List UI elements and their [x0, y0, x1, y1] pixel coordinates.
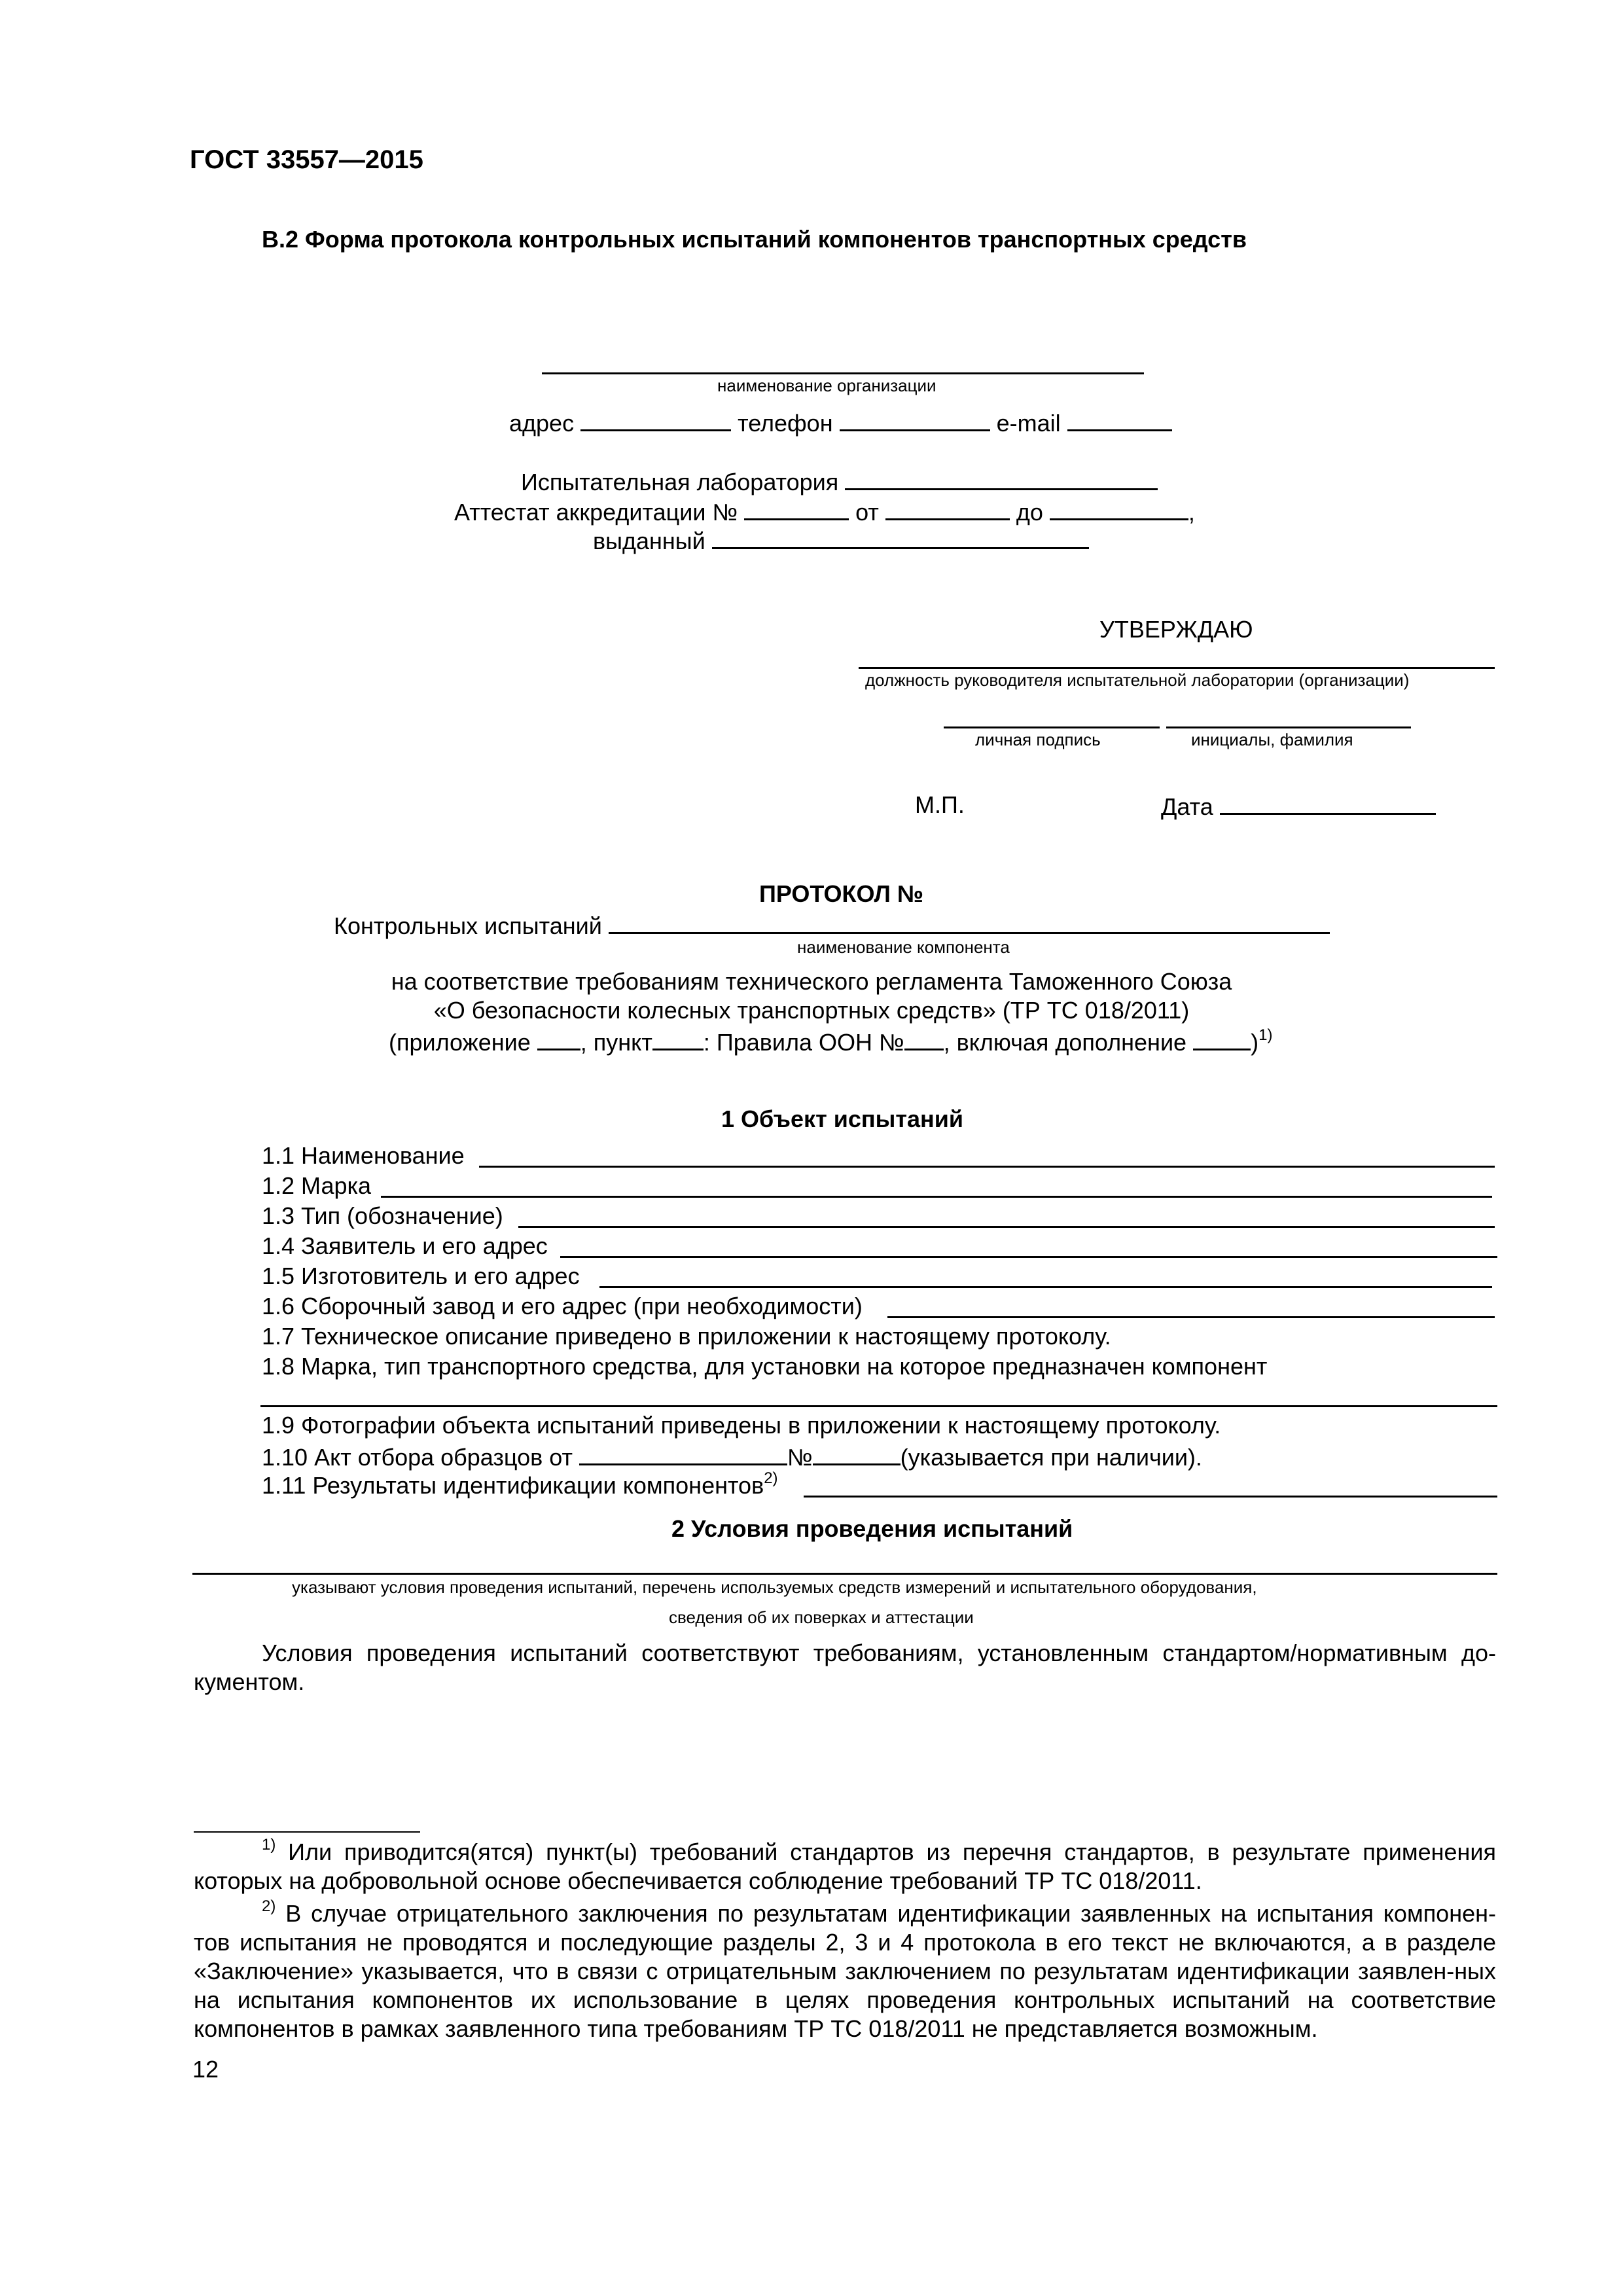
section2-heading: 2 Условия проведения испытаний [671, 1515, 1073, 1542]
org-name-caption: наименование организации [717, 376, 936, 395]
item-1-5-field[interactable] [599, 1286, 1492, 1288]
accreditation-label: Аттестат аккредитации № [454, 499, 738, 526]
item-1-1-field[interactable] [479, 1166, 1495, 1168]
annex-label: (приложение [389, 1029, 531, 1056]
un-rule-label: : Правила ООН № [703, 1029, 904, 1056]
item-1-2: 1.2 Марка [262, 1172, 372, 1199]
signature-caption: личная подпись [975, 730, 1101, 749]
lab-label: Испытательная лаборатория [521, 469, 839, 495]
date-field[interactable] [1220, 791, 1436, 815]
lab-row [521, 466, 1158, 497]
footnote-1 [194, 1838, 1496, 1895]
item-1-3: 1.3 Тип (обозначение) [262, 1202, 503, 1229]
footnote-1-mark: 1) [262, 1836, 276, 1854]
annex-field[interactable] [537, 1026, 580, 1050]
item-1-1: 1.1 Наименование [262, 1142, 465, 1169]
footnote-ref-2[interactable]: 2) [764, 1469, 778, 1487]
item-1-4: 1.4 Заявитель и его адрес [262, 1232, 548, 1259]
initials-line[interactable] [1166, 726, 1411, 728]
date-label: Дата [1161, 793, 1213, 820]
initials-caption: инициалы, фамилия [1191, 730, 1353, 749]
clause-label: , пункт [580, 1029, 652, 1056]
accreditation-number-field[interactable] [744, 496, 849, 520]
address-label: адрес [509, 410, 575, 437]
item-1-10 [262, 1441, 1202, 1472]
address-field[interactable] [580, 407, 731, 431]
item-1-7: 1.7 Техническое описание приведено в приложении к настоящему протоколу. [262, 1323, 1111, 1350]
item-1-11-field[interactable] [804, 1496, 1497, 1498]
conditions-paragraph: Условия проведения испытаний соответствуют требованиям, установленным стандартом/нормативным до-кументом. [194, 1640, 1496, 1695]
compliance-line-1: на соответствие требованиям технического регламента Таможенного Союза [391, 968, 1232, 995]
signature-line[interactable] [944, 726, 1160, 728]
to-label: до [1016, 499, 1043, 526]
footnote-ref-1[interactable]: 1) [1258, 1026, 1273, 1044]
email-label: e-mail [996, 410, 1061, 437]
footnote-separator [194, 1831, 420, 1833]
standard-number: ГОСТ 33557—2015 [190, 145, 423, 174]
item-1-10-number-label: № [787, 1444, 813, 1471]
control-tests-row [334, 910, 1330, 941]
item-1-3-field[interactable] [518, 1226, 1495, 1228]
control-tests-label: Контрольных испытаний [334, 912, 602, 939]
issued-label: выданный [593, 528, 705, 554]
accreditation-to-field[interactable] [1050, 496, 1188, 520]
stamp-label: М.П. [915, 791, 965, 818]
annex-row [389, 1026, 1272, 1057]
footnote-2 [194, 1899, 1496, 2043]
accreditation-row [454, 496, 1195, 527]
lab-field[interactable] [845, 466, 1158, 490]
protocol-title: ПРОТОКОЛ № [759, 880, 923, 907]
email-field[interactable] [1067, 407, 1172, 431]
sample-act-number-field[interactable] [813, 1441, 901, 1465]
component-name-field[interactable] [609, 910, 1330, 934]
issued-row [593, 525, 1089, 556]
section1-heading: 1 Объект испытаний [721, 1105, 964, 1132]
accreditation-from-field[interactable] [885, 496, 1010, 520]
conditions-caption-1: указывают условия проведения испытаний, перечень используемых средств измерений и испытательного оборудования, [292, 1577, 1257, 1597]
comma: , [1188, 499, 1195, 526]
supplement-field[interactable] [1193, 1026, 1251, 1050]
item-1-4-field[interactable] [560, 1256, 1497, 1258]
from-label: от [855, 499, 879, 526]
component-caption: наименование компонента [797, 937, 1010, 957]
item-1-8: 1.8 Марка, тип транспортного средства, для установки на которое предназначен компонент [262, 1353, 1268, 1380]
item-1-6-field[interactable] [887, 1316, 1495, 1318]
footnote-1-text: Или приводится(ятся) пункт(ы) требований стандартов из перечня стандартов, в результате применения которых на добровольной основе обеспечивается соблюдение требований ТР ТС 018/2011. [194, 1839, 1496, 1894]
item-1-10-note: (указывается при наличии). [900, 1444, 1202, 1471]
un-rule-field[interactable] [904, 1026, 944, 1050]
compliance-line-2: «О безопасности колесных транспортных средств» (ТР ТС 018/2011) [433, 997, 1190, 1024]
sample-act-date-field[interactable] [579, 1441, 787, 1465]
org-name-line[interactable] [542, 372, 1144, 374]
item-1-11-label: 1.11 Результаты идентификации компонентов [262, 1472, 764, 1499]
date-row [1161, 791, 1436, 821]
address-row [509, 407, 1172, 438]
phone-field[interactable] [840, 407, 990, 431]
phone-label: телефон [738, 410, 833, 437]
item-1-11 [262, 1471, 778, 1500]
section-title: В.2 Форма протокола контрольных испытаний компонентов транспортных средств [262, 226, 1247, 253]
item-1-10-label: 1.10 Акт отбора образцов от [262, 1444, 573, 1471]
item-1-6: 1.6 Сборочный завод и его адрес (при необходимости) [262, 1293, 863, 1319]
footnote-2-text: В случае отрицательного заключения по результатам идентификации заявленных на испытания компонен-тов испытания не проводятся и последующие разделы 2, 3 и 4 протокола в его текст не включаются, а в разделе «Заключение» указывается, что в связи с отрицательным заключением по результатам идентификации заявлен-ных на испытания компонентов их использование в целях проведения контрольных испытаний на соответствие компонентов в рамках заявленного типа требованиям ТР ТС 018/2011 не представляется возможным. [194, 1900, 1496, 2042]
approve-label: УТВЕРЖДАЮ [1099, 616, 1253, 643]
conditions-line[interactable] [192, 1573, 1497, 1575]
clause-field[interactable] [652, 1026, 704, 1050]
item-1-5: 1.5 Изготовитель и его адрес [262, 1263, 580, 1289]
item-1-8-field[interactable] [260, 1405, 1497, 1407]
position-line[interactable] [859, 667, 1495, 669]
annex-close: ) [1251, 1029, 1259, 1056]
page-number: 12 [192, 2056, 219, 2083]
supplement-label: , включая дополнение [943, 1029, 1187, 1056]
footnote-2-mark: 2) [262, 1897, 276, 1915]
conditions-caption-2: сведения об их поверках и аттестации [669, 1607, 974, 1627]
item-1-9: 1.9 Фотографии объекта испытаний приведены в приложении к настоящему протоколу. [262, 1412, 1221, 1439]
item-1-2-field[interactable] [381, 1196, 1492, 1198]
position-caption: должность руководителя испытательной лаборатории (организации) [865, 670, 1410, 690]
issued-field[interactable] [712, 525, 1089, 549]
